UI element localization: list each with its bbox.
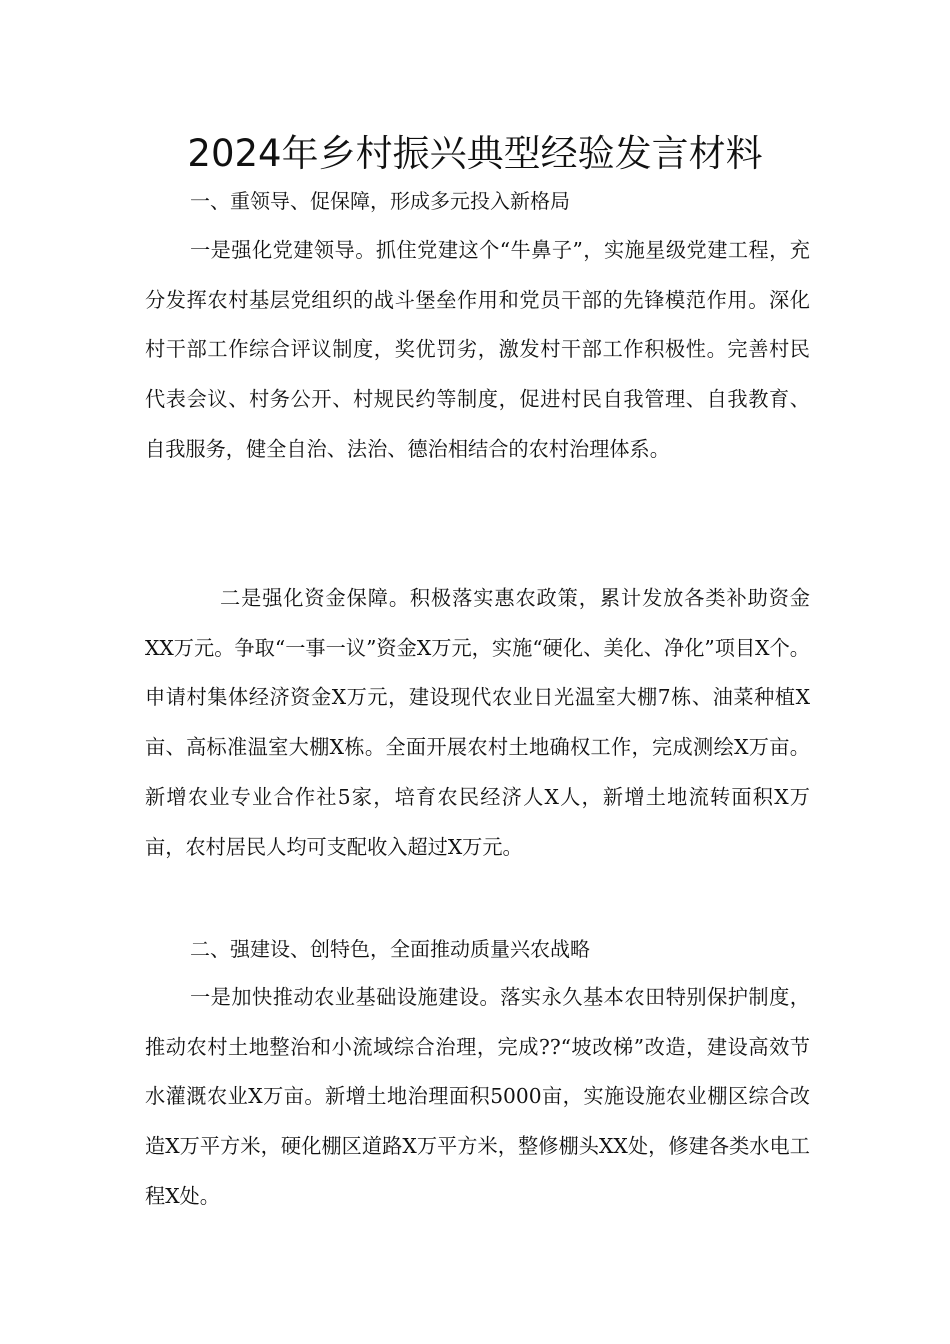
section-2-heading: 二、强建设、创特色，全面推动质量兴农战略 <box>190 937 590 961</box>
section-1-paragraph-1: 一是强化党建领导。抓住党建这个“牛鼻子”，实施星级党建工程，充分发挥农村基层党组织的战斗堡垒作用和党员干部的先锋模范作用。深化村干部工作综合评议制度，奖优罚劣，激发村干部工作积极性。完善村民代表会议、村务公开、村规民约等制度，促进村民自我管理、自我教育、自我服务，健全自治、法治、德治相结合的农村治理体系。 <box>145 238 810 461</box>
section-2-paragraph-1: 一是加快推动农业基础设施建设。落实永久基本农田特别保护制度，推动农村土地整治和小流域综合治理，完成??“坡改梯”改造，建设高效节水灌溉农业X万亩。新增土地治理面积5000亩，实施设施农业棚区综合改造X万平方米，硬化棚区道路X万平方米，整修棚头XX处，修建各类水电工程X处。 <box>145 985 810 1208</box>
section-1-heading: 一、重领导、促保障，形成多元投入新格局 <box>190 189 570 213</box>
document-title: 2024年乡村振兴典型经验发言材料 <box>187 132 763 175</box>
section-1-paragraph-2: 二是强化资金保障。积极落实惠农政策，累计发放各类补助资金XX万元。争取“一事一议”资金X万元，实施“硬化、美化、净化”项目X个。申请村集体经济资金X万元，建设现代农业日光温室大棚7栋、油菜种植X亩、高标准温室大棚X栋。全面开展农村土地确权工作，完成测绘X万亩。新增农业专业合作社5家，培育农民经济人X人，新增土地流转面积X万亩，农村居民人均可支配收入超过X万元。 <box>145 586 810 859</box>
